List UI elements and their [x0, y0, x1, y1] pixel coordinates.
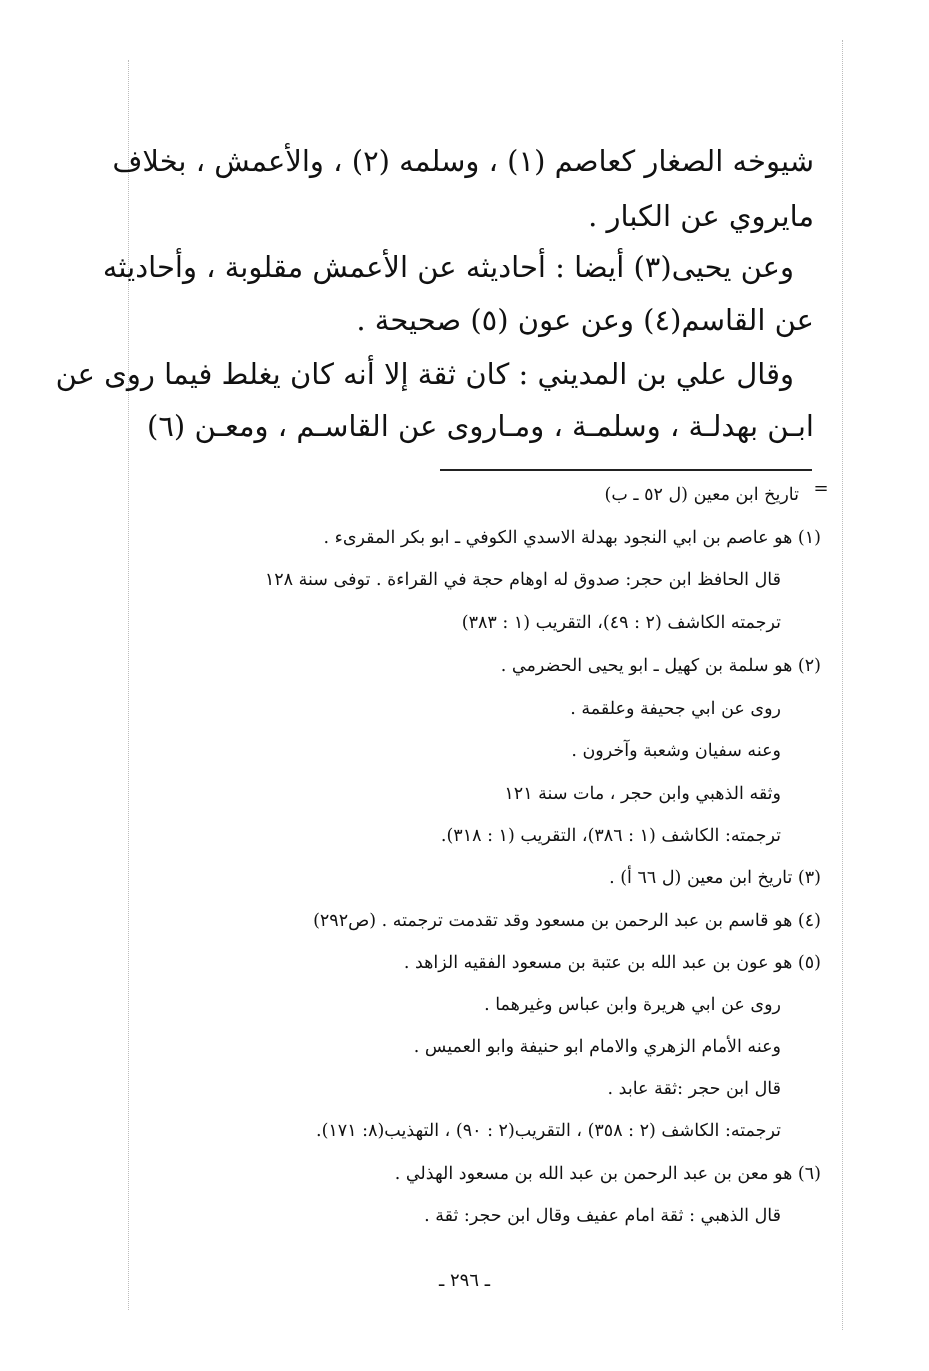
main-text-line-2: مايروي عن الكبار . — [588, 199, 814, 233]
footnote-6-line-2: قال الذهبي : ثقة امام عفيف وقال ابن حجر: ثقة . — [424, 1206, 781, 1226]
footnote-2-line-5: ترجمته: الكاشف (١ : ٣٨٦)، التقريب (١ : ٣١٨). — [440, 826, 781, 846]
footnote-5-line-3: وعنه الأمام الزهري والامام ابو حنيفة وابو العميس . — [413, 1037, 781, 1057]
footnote-1-line-3: ترجمته الكاشف (٢ : ٤٩)، التقريب (١ : ٣٨٣) — [461, 613, 781, 633]
footnote-2: (٢) هو سلمة بن كهيل ـ ابو يحيى الحضرمي . — [500, 656, 821, 676]
main-text-line-1: شيوخه الصغار كعاصم (١) ، وسلمه (٢) ، والأعمش ، بخلاف — [112, 144, 814, 178]
main-text-line-3: وعن يحيى(٣) أيضا : أحاديثه عن الأعمش مقلوبة ، وأحاديثه — [102, 250, 794, 284]
page-number: ـ ٢٩٦ ـ — [438, 1270, 490, 1291]
footnote-5-line-4: قال ابن حجر :ثقة عابد . — [607, 1079, 781, 1099]
footnote-2-line-4: وثقه الذهبي وابن حجر ، مات سنة ١٢١ — [504, 784, 781, 804]
footnote-separator — [440, 469, 812, 471]
footnote-5: (٥) هو عون بن عبد الله بن عتبة بن مسعود الفقيه الزاهد . — [403, 953, 821, 973]
footnote-2-line-3: وعنه سفيان وشعبة وآخرون . — [571, 741, 781, 761]
footnote-5-line-5: ترجمته: الكاشف (٢ : ٣٥٨) ، التقريب(٢ : ٩٠) ، التهذيب(٨: ١٧١). — [316, 1121, 781, 1141]
footnote-continuation: تاريخ ابن معين (ل ٥٢ ـ ب) — [604, 485, 799, 505]
main-text-line-5: وقال علي بن المديني : كان ثقة إلا أنه كان يغلط فيما روى عن — [55, 357, 794, 391]
footnote-5-line-2: روى عن ابي هريرة وابن عباس وغيرهما . — [484, 995, 781, 1015]
main-text-line-4: عن القاسم(٤) وعن عون (٥) صحيحة . — [356, 303, 814, 337]
main-text-line-6: ابـن بهدلـة ، وسلمـة ، ومـاروى عن القاسـم ، ومعـن (٦) — [147, 409, 814, 443]
continuation-marker: = — [813, 478, 829, 499]
footnote-2-line-2: روى عن ابي جحيفة وعلقمة . — [570, 699, 781, 719]
footnote-6: (٦) هو معن بن عبد الرحمن بن عبد الله بن مسعود الهذلي . — [394, 1164, 821, 1184]
scan-mark-right — [842, 40, 843, 1330]
footnote-3: (٣) تاريخ ابن معين (ل ٦٦ أ) . — [609, 868, 821, 888]
footnote-4: (٤) هو قاسم بن عبد الرحمن بن مسعود وقد تقدمت ترجمته . (ص٢٩٢) — [313, 911, 821, 931]
footnote-1-line-2: قال الحافظ ابن حجر: صدوق له اوهام حجة في القراءة . توفى سنة ١٢٨ — [264, 570, 781, 590]
footnote-1: (١) هو عاصم بن ابي النجود بهدلة الاسدي الكوفي ـ ابو بكر المقرىء . — [323, 528, 821, 548]
